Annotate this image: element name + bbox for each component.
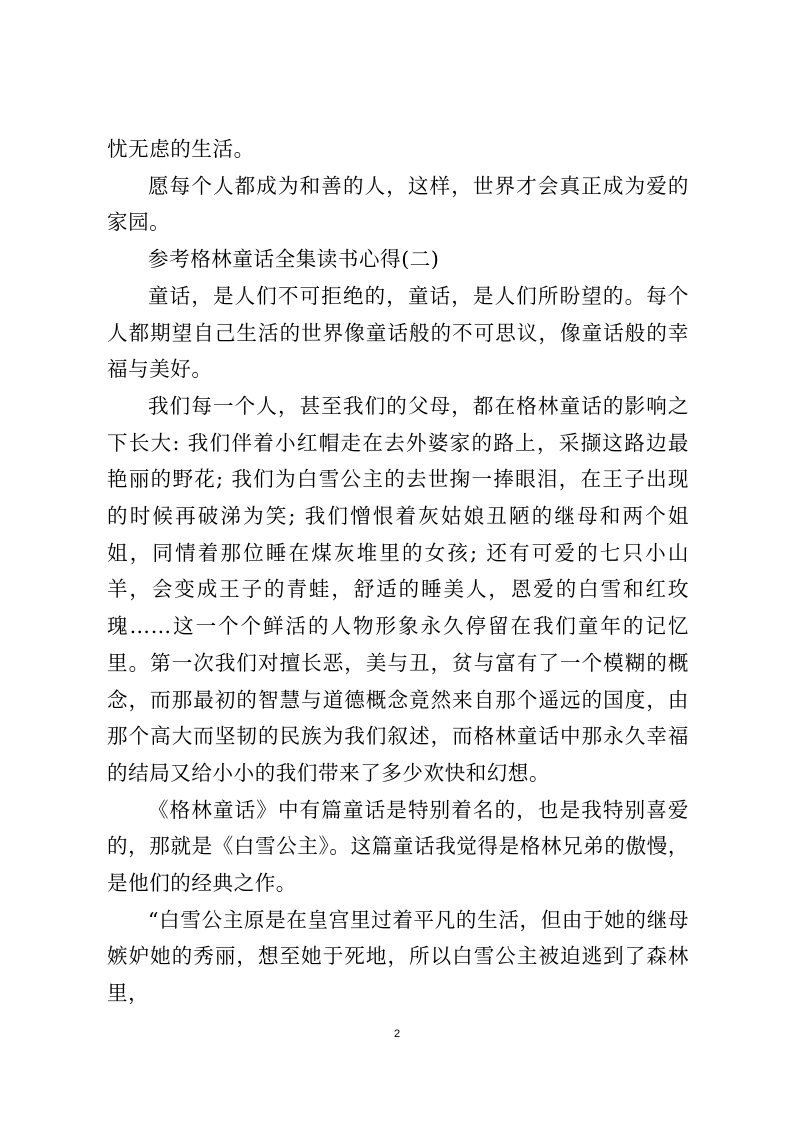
body-text xyxy=(107,131,689,1012)
page-number: 2 xyxy=(393,1028,401,1040)
paragraph-snow-white-story: “白雪公主原是在皇宫里过着平凡的生活，但由于她的继母嫉妒她的秀丽，想至她于死地，所以白雪公主被迫逃到了森林里， xyxy=(107,907,689,1006)
paragraph-continuation: 忧无虑的生活。 xyxy=(107,137,255,161)
paragraph-wish: 愿每个人都成为和善的人，这样，世界才会真正成为爱的家园。 xyxy=(107,173,689,235)
paragraph-fairy-tale-intro: 童话，是人们不可拒绝的，童话，是人们所盼望的。每个人都期望自己生活的世界像童话般的不可思议，像童话般的幸福与美好。 xyxy=(107,283,689,382)
paragraph-childhood-memories: 我们每一个人，甚至我们的父母，都在格林童话的影响之下长大: 我们伴着小红帽走在去外婆家的路上，采撷这路边最艳丽的野花; 我们为白雪公主的去世掬一捧眼泪，在王子出现的时候再破涕为笑; 我们憎恨着灰姑娘丑陋的继母和两个姐姐，同情着那位睡在煤灰堆里的女孩; 还有可爱的七只小山羊，会变成王子的青蛙，舒适的睡美人，恩爱的白雪和红玫瑰……这一个个鲜活的人物形象永久停留在我们童年的记忆里。第一次我们对擅长恶，美与丑，贫与富有了一个模糊的概念，而那最初的智慧与道德概念竟然来自那个遥远的国度，由那个高大而坚韧的民族为我们叙述，而格林童话中那永久幸福的结局又给小小的我们带来了多少欢快和幻想。 xyxy=(107,393,689,785)
paragraph-snow-white-intro: 《格林童话》中有篇童话是特别着名的，也是我特别喜爱的，那就是《白雪公主》。这篇童话我觉得是格林兄弟的傲慢，是他们的经典之作。 xyxy=(107,797,689,896)
section-heading: 参考格林童话全集读书心得(二) xyxy=(148,247,440,272)
